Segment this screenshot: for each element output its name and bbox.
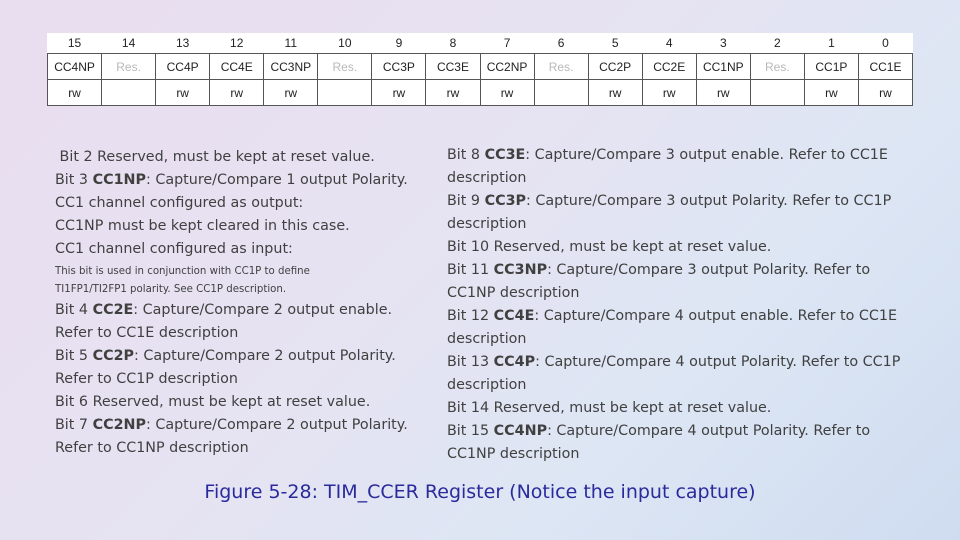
- bit-name-cell: CC2NP: [480, 54, 534, 80]
- bit3-field-name: CC1NP: [92, 172, 146, 188]
- bit8-field-name: CC3E: [484, 147, 526, 163]
- bit-number-cell: 12: [230, 36, 244, 50]
- bit9-ref: description: [447, 216, 527, 232]
- bit-number-cell: 0: [882, 36, 889, 50]
- bit8-description: : Capture/Compare 3 output enable. Refer to CC1E: [525, 147, 888, 163]
- bit7-field-name: CC2NP: [92, 417, 146, 433]
- access-cell: rw: [588, 80, 642, 106]
- bit5-field-name: CC2P: [92, 348, 134, 364]
- access-cell: [102, 80, 156, 106]
- bit10-line: Bit 10 Reserved, must be kept at reset value.: [447, 239, 772, 255]
- bit7-ref: Refer to CC1NP description: [55, 440, 249, 456]
- bit-number-cell: 7: [503, 36, 511, 50]
- bit12-ref: description: [447, 331, 527, 347]
- access-cell: rw: [264, 80, 318, 106]
- bit-number-cell: 4: [665, 36, 673, 50]
- bit4-field-name: CC2E: [92, 302, 134, 318]
- access-cell: rw: [426, 80, 480, 106]
- register-table: [47, 33, 913, 106]
- access-cell: rw: [480, 80, 534, 106]
- access-cell: [318, 80, 372, 106]
- access-cell: rw: [642, 80, 696, 106]
- bit-name-cell: Res.: [102, 54, 156, 80]
- bit11-prefix: Bit 11: [447, 262, 494, 278]
- access-cell: [534, 80, 588, 106]
- access-cell: rw: [210, 80, 264, 106]
- input-note: [55, 263, 435, 298]
- access-row: [48, 80, 913, 106]
- bit8-prefix: Bit 8: [447, 147, 485, 163]
- bit-number-cell: 11: [284, 36, 298, 50]
- bit15-prefix: Bit 15: [447, 423, 494, 439]
- bit-number-cell: 13: [175, 36, 190, 50]
- figure-caption: Figure 5-28: TIM_CCER Register (Notice the input capture): [204, 481, 756, 503]
- bit6-line: Bit 6 Reserved, must be kept at reset value.: [55, 394, 371, 410]
- bit-number-cell: 3: [719, 36, 727, 50]
- bit9-field-name: CC3P: [484, 193, 526, 209]
- bit3-description: : Capture/Compare 1 output Polarity.: [145, 172, 408, 188]
- bit15-description: : Capture/Compare 4 output Polarity. Refer to: [547, 423, 871, 439]
- access-cell: [750, 80, 804, 106]
- bit-name-cell: CC2E: [642, 54, 696, 80]
- bit-number-cell: 15: [67, 36, 82, 50]
- bit-name-cell: CC2P: [588, 54, 642, 80]
- bit4-prefix: Bit 4: [55, 302, 93, 318]
- bit-name-cell: CC4P: [156, 54, 210, 80]
- bit12-description: : Capture/Compare 4 output enable. Refer to CC1E: [534, 308, 898, 324]
- bit9-description: : Capture/Compare 3 output Polarity. Refer to CC1P: [526, 193, 892, 209]
- bit8-ref: description: [447, 170, 527, 186]
- bit9-prefix: Bit 9: [447, 193, 485, 209]
- bit15-line: [447, 420, 922, 443]
- bit-number-cell: 2: [774, 36, 781, 50]
- bit-name-row: [48, 54, 913, 80]
- input-note-line-2: TI1FP1/TI2FP1 polarity. See CC1P description.: [55, 283, 287, 295]
- bit15-field-name: CC4NP: [493, 423, 548, 439]
- bit-name-cell: CC3NP: [264, 54, 318, 80]
- bit11-field-name: CC3NP: [493, 262, 548, 278]
- access-cell: rw: [48, 80, 102, 106]
- bit8-line: [447, 144, 922, 167]
- bit-name-cell: CC3P: [372, 54, 426, 80]
- bit13-line: [447, 351, 922, 374]
- bit13-ref: description: [447, 377, 527, 393]
- bit5-prefix: Bit 5: [55, 348, 93, 364]
- bit9-line: [447, 190, 922, 213]
- bit15-ref: CC1NP description: [447, 446, 580, 462]
- access-cell: rw: [372, 80, 426, 106]
- output-config-line: CC1 channel configured as output:: [55, 195, 304, 211]
- bit7-prefix: Bit 7: [55, 417, 93, 433]
- bit5-line: [55, 345, 435, 368]
- bit-number-cell: 9: [395, 36, 403, 50]
- bit-number-cell: 14: [121, 36, 136, 50]
- bit4-ref: Refer to CC1E description: [55, 325, 239, 341]
- bit13-description: : Capture/Compare 4 output Polarity. Refer to CC1P: [535, 354, 901, 370]
- bit-number-cell: 10: [338, 36, 352, 50]
- bit3-line: [55, 169, 435, 192]
- bit3-prefix: Bit 3: [55, 172, 93, 188]
- right-description-column: [447, 144, 922, 466]
- bit5-description: : Capture/Compare 2 output Polarity.: [134, 348, 396, 364]
- access-cell: rw: [858, 80, 912, 106]
- bit4-line: [55, 299, 435, 322]
- bit-name-cell: CC4NP: [48, 54, 102, 80]
- bit5-ref: Refer to CC1P description: [55, 371, 238, 387]
- bit-name-cell: Res.: [750, 54, 804, 80]
- bit7-description: : Capture/Compare 2 output Polarity.: [145, 417, 408, 433]
- bit-name-cell: CC1E: [858, 54, 912, 80]
- output-rule-line: CC1NP must be kept cleared in this case.: [55, 218, 350, 234]
- bit-number-row: [48, 33, 913, 54]
- bit-name-cell: CC1NP: [696, 54, 750, 80]
- left-description-column: [55, 146, 435, 460]
- bit12-field-name: CC4E: [493, 308, 535, 324]
- bit2-line: [55, 146, 435, 169]
- input-note-line-1: This bit is used in conjunction with CC1P to define: [55, 266, 310, 277]
- bit14-line: Bit 14 Reserved, must be kept at reset value.: [447, 400, 772, 416]
- bit-name-cell: CC4E: [210, 54, 264, 80]
- access-cell: rw: [156, 80, 210, 106]
- bit-name-cell: CC1P: [804, 54, 858, 80]
- bit7-line: [55, 414, 435, 437]
- bit-number-cell: 1: [828, 36, 835, 50]
- bit13-prefix: Bit 13: [447, 354, 494, 370]
- bit13-field-name: CC4P: [493, 354, 536, 370]
- bit12-line: [447, 305, 922, 328]
- access-cell: rw: [804, 80, 858, 106]
- bit-name-cell: Res.: [534, 54, 588, 80]
- bit-name-cell: Res.: [318, 54, 372, 80]
- bit-number-cell: 6: [557, 36, 565, 50]
- input-config-line: CC1 channel configured as input:: [55, 241, 293, 257]
- bit-number-cell: 8: [449, 36, 457, 50]
- bit-number-cell: 5: [611, 36, 619, 50]
- access-cell: rw: [696, 80, 750, 106]
- bit11-description: : Capture/Compare 3 output Polarity. Refer to: [547, 262, 871, 278]
- bit2-text: Bit 2 Reserved, must be kept at reset value.: [59, 149, 375, 165]
- bit11-line: [447, 259, 922, 282]
- bit4-description: : Capture/Compare 2 output enable.: [133, 302, 393, 318]
- bit12-prefix: Bit 12: [447, 308, 494, 324]
- bit-name-cell: CC3E: [426, 54, 480, 80]
- bit11-ref: CC1NP description: [447, 285, 580, 301]
